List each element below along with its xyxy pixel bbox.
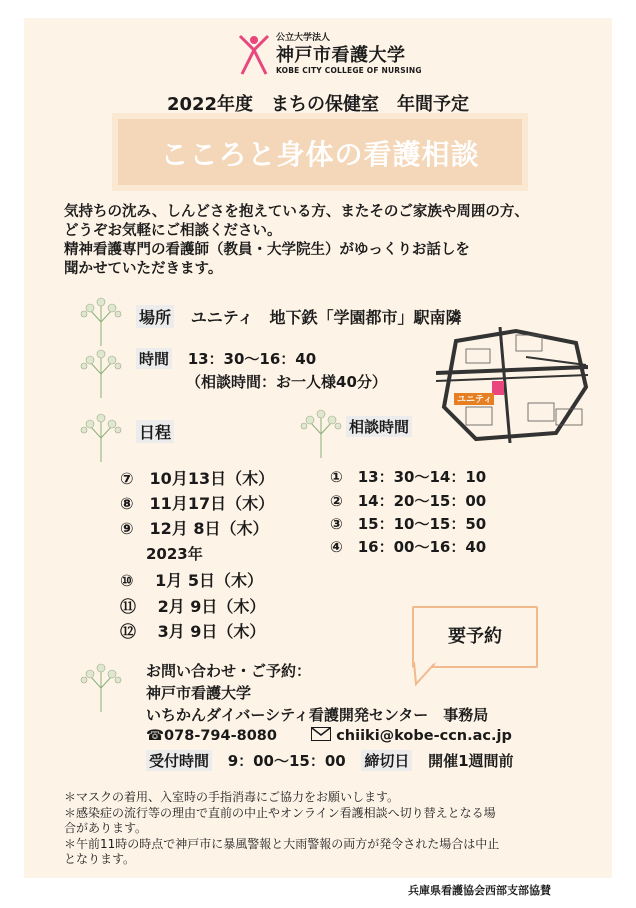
title-banner [118,119,522,185]
contact-email[interactable]: chiiki@kobe-ccn.ac.jp [336,728,512,744]
reservation-bubble [412,606,538,668]
consult-slot: ② 14：20〜15：00 [330,492,487,510]
time-row [136,348,316,369]
page-title: こころと身体の看護相談 [160,138,480,171]
schedule-date: ⑪ 2月 9日（木） [120,597,266,616]
slots-label: 相談時間 [346,416,412,437]
intro-line: 聞かせていただきます。 [64,261,223,277]
reservation-required-label: 要予約 [448,626,502,647]
college-logo-icon [234,30,274,78]
time-note: （相談時間：お一人様40分） [186,373,387,391]
schedule-date: ⑧ 11月17日（木） [120,494,275,513]
deadline-text: 開催1週間前 [428,752,514,770]
place-text: ユニティ 地下鉄「学園都市」駅南隣 [190,308,462,327]
logo-name: 神戸市看護大学 [276,45,406,66]
consult-slot: ① 13：30〜14：10 [330,468,487,486]
schedule-year-2023: 2023年 [146,545,203,563]
mail-icon [311,727,331,741]
contact-info-row [146,727,512,744]
flower-icon [78,344,124,400]
contact-center: いちかんダイバーシティ看護開発センター 事務局 [146,706,489,724]
schedule-label-row [136,420,174,443]
intro-line: 精神看護専門の看護師（教員・大学院生）がゆっくりお話しを [64,242,470,258]
consult-slot: ④ 16：00〜16：40 [330,538,487,556]
schedule-label: 日程 [136,420,174,443]
bubble-tail [412,662,442,686]
intro-line: どうぞお気軽にご相談ください。 [64,223,282,239]
flower-icon [78,658,124,714]
hours-label: 受付時間 [146,750,212,771]
deadline-label: 締切日 [361,750,412,771]
schedule-date: ⑦ 10月13日（木） [120,469,275,488]
time-text: 13：30〜16：40 [187,350,317,368]
access-map [436,327,588,443]
college-logo [234,30,444,82]
schedule-date: ⑫ 3月 9日（木） [120,622,266,641]
time-label: 時間 [136,348,172,369]
sponsor-footer: 兵庫県看護協会西部支部協賛 [408,884,551,897]
contact-heading: お問い合わせ・ご予約： [146,662,312,680]
note-line: ＊マスクの着用、入室時の手指消毒にご協力をお願いします。 [64,790,400,804]
consult-slot: ③ 15：10〜15：50 [330,515,487,533]
map-unity-label: ユニティ [457,395,493,405]
note-line: ＊午前11時の時点で神戸市に暴風警報と大雨警報の両方が発令された場合は中止 [64,836,500,851]
place-row [136,305,461,328]
flower-icon [78,292,124,348]
flower-icon [298,404,344,460]
logo-english-name: KOBE CITY COLLEGE OF NURSING [276,66,422,75]
contact-org: 神戸市看護大学 [146,684,252,702]
intro-text [64,203,624,279]
schedule-date: ⑨ 12月 8日（木） [120,519,269,538]
page-headline: 2022年度 まちの保健室 年間予定 [166,94,470,115]
note-line: となります。 [64,852,136,866]
slots-label-row [346,416,412,437]
note-line: 合があります。 [64,821,148,835]
hours-text: 9：00〜15：00 [227,752,346,770]
schedule-date: ⑩ 1月 5日（木） [120,571,263,590]
contact-phone: ☎078-794-8080 [146,728,277,744]
intro-line: 気持ちの沈み、しんどさを抱えている方、またそのご家族や周囲の方、 [64,204,529,220]
flower-icon [78,408,124,464]
notes [64,790,604,868]
note-line: ＊感染症の流行等の理由で直前の中止やオンライン看護相談へ切り替えとなる場 [64,805,496,820]
contact-hours-row [146,750,514,771]
logo-sub-label: 公立大学法人 [276,33,331,43]
place-label: 場所 [136,305,174,328]
